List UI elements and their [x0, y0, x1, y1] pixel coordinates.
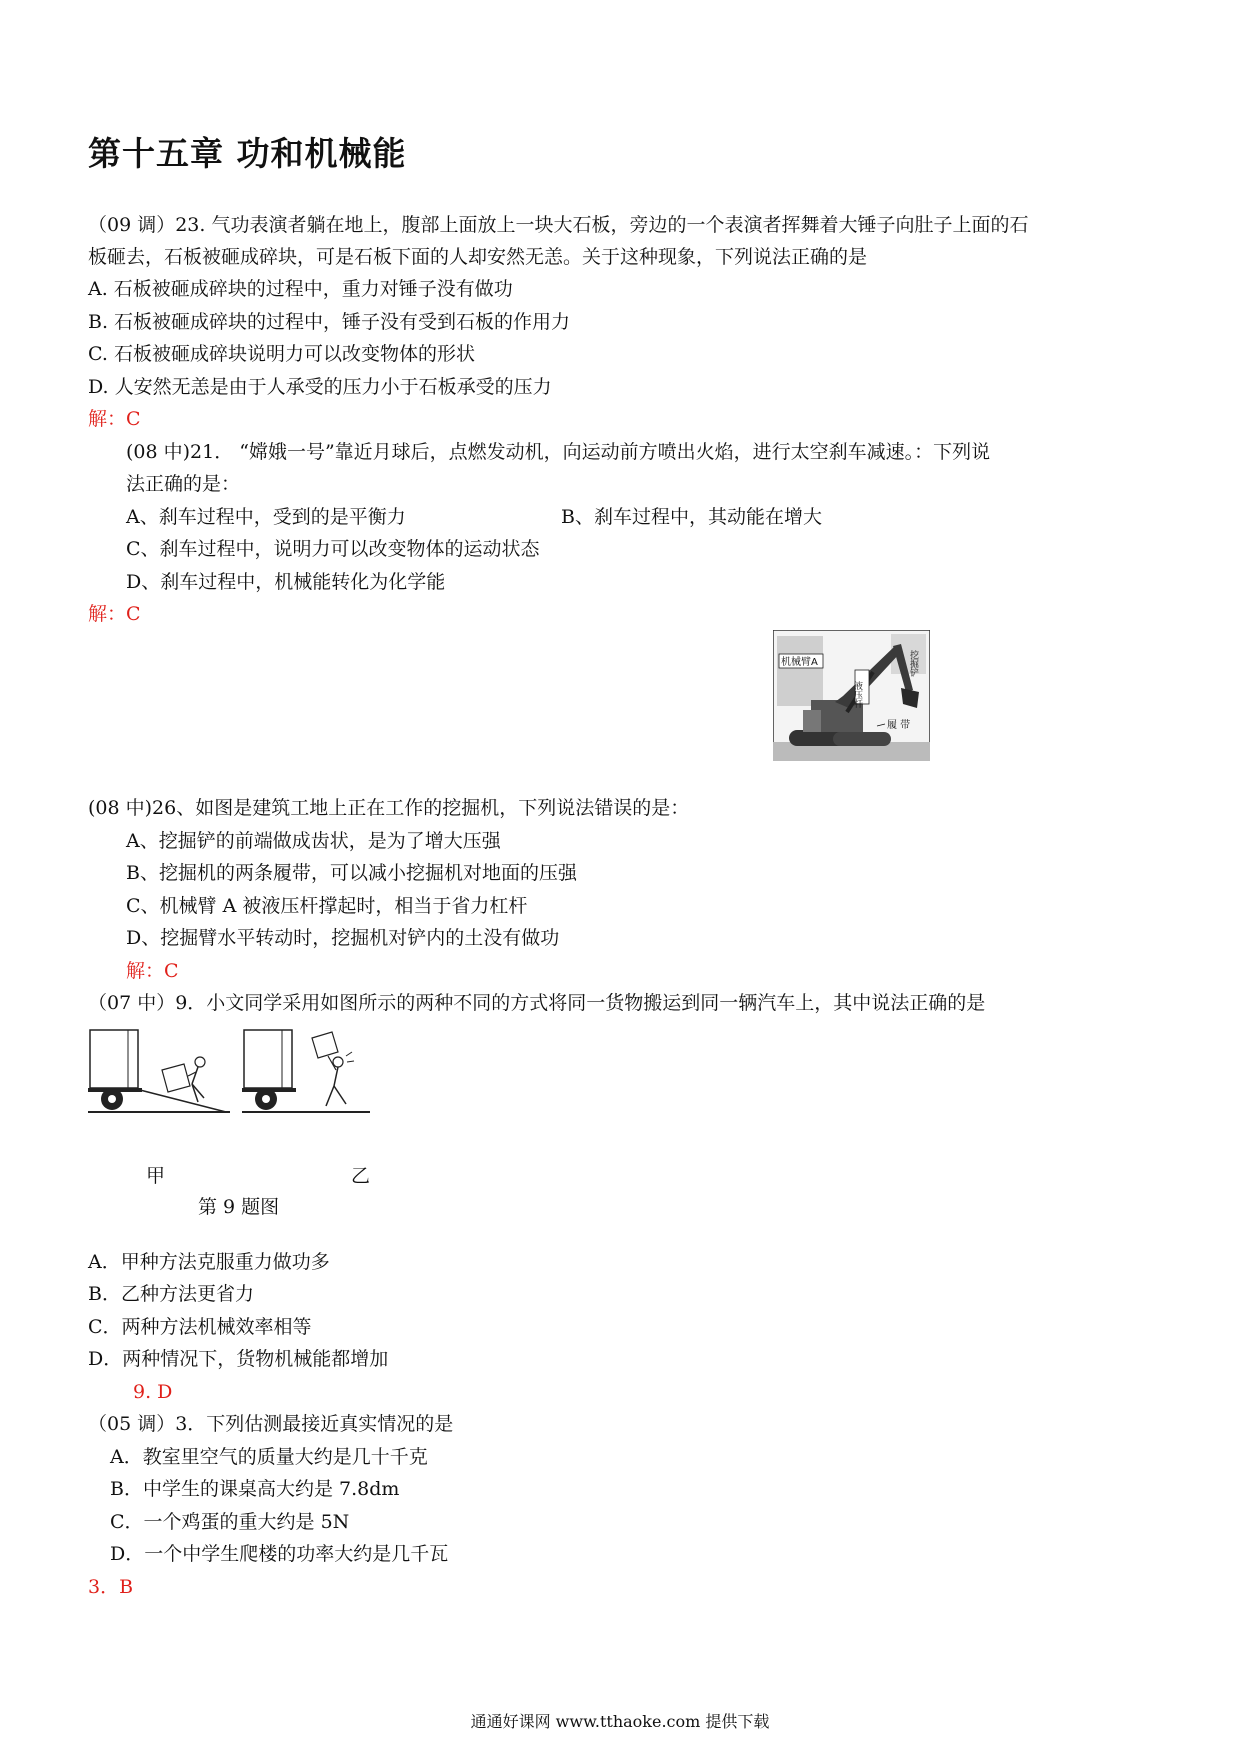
- excavator-figure: [773, 630, 930, 761]
- q1-stem-line2: 板砸去，石板被砸成碎块，可是石板下面的人却安然无恙。关于这种现象，下列说法正确的是: [88, 246, 868, 268]
- q1-option-c: C. 石板被砸成碎块说明力可以改变物体的形状: [88, 343, 475, 365]
- figure-label-yi: 乙: [351, 1165, 371, 1187]
- q5-answer: 3．B: [88, 1576, 134, 1598]
- q2-stem-line2: 法正确的是：: [126, 473, 241, 495]
- q4-option-d: D．两种情况下，货物机械能都增加: [88, 1348, 389, 1370]
- q2-answer: 解：C: [88, 603, 141, 625]
- q1-answer: 解：C: [88, 408, 141, 430]
- q5-option-d: D．一个中学生爬楼的功率大约是几千瓦: [110, 1543, 449, 1565]
- figure-yi: [242, 1028, 370, 1114]
- q3-option-c: C、机械臂 A 被液压杆撑起时，相当于省力杠杆: [126, 895, 528, 917]
- q4-option-b: B．乙种方法更省力: [88, 1283, 254, 1305]
- q5-option-c: C．一个鸡蛋的重大约是 5N: [110, 1511, 350, 1533]
- q3-option-d: D、挖掘臂水平转动时，挖掘机对铲内的土没有做功: [126, 927, 560, 949]
- page-footer: 通通好课网 www.tthaoke.com 提供下载: [470, 1712, 770, 1731]
- q1-option-b: B. 石板被砸成碎块的过程中，锤子没有受到石板的作用力: [88, 311, 571, 333]
- figure-label-jia: 甲: [146, 1165, 166, 1187]
- excavator-label-shovel: 挖掘铲: [908, 650, 918, 677]
- q5-stem: （05 调）3．下列估测最接近真实情况的是: [88, 1413, 454, 1435]
- q3-option-b: B、挖掘机的两条履带，可以减小挖掘机对地面的压强: [126, 862, 577, 884]
- q2-stem-line1: (08 中)21． “嫦娥一号”靠近月球后，点燃发动机，向运动前方喷出火焰，进行太空刹车减速。：下列说: [126, 441, 991, 463]
- figure-caption: 第 9 题图: [198, 1196, 280, 1218]
- q1-stem-line1: （09 调）23. 气功表演者躺在地上，腹部上面放上一块大石板，旁边的一个表演者挥舞着大锤子向肚子上面的石: [88, 214, 1029, 236]
- q2-option-b: B、刹车过程中，其动能在增大: [561, 506, 822, 528]
- q3-answer: 解：C: [126, 960, 179, 982]
- q4-stem: （07 中）9．小文同学采用如图所示的两种不同的方式将同一货物搬运到同一辆汽车上，其中说法正确的是: [88, 992, 986, 1014]
- q3-stem: (08 中)26、如图是建筑工地上正在工作的挖掘机，下列说法错误的是：: [88, 797, 690, 819]
- excavator-label-cylinder: 液压杆: [852, 681, 862, 708]
- q2-option-c: C、刹车过程中，说明力可以改变物体的运动状态: [126, 538, 540, 560]
- q2-option-a: A、刹车过程中，受到的是平衡力: [126, 506, 406, 528]
- q4-option-c: C．两种方法机械效率相等: [88, 1316, 312, 1338]
- q5-option-b: B．中学生的课桌高大约是 7.8dm: [110, 1478, 400, 1500]
- q2-option-d: D、刹车过程中，机械能转化为化学能: [126, 571, 446, 593]
- q1-option-a: A. 石板被砸成碎块的过程中，重力对锤子没有做功: [88, 278, 513, 300]
- q4-option-a: A．甲种方法克服重力做功多: [88, 1251, 330, 1273]
- page-title: 第十五章 功和机械能: [88, 134, 407, 173]
- q5-option-a: A．教室里空气的质量大约是几十千克: [110, 1446, 428, 1468]
- q3-option-a: A、挖掘铲的前端做成齿状，是为了增大压强: [126, 830, 501, 852]
- figure-jia: [88, 1028, 230, 1114]
- excavator-label-arm: 机械臂A: [781, 657, 818, 668]
- q4-answer: 9. D: [133, 1381, 173, 1403]
- excavator-label-track: 履 带: [887, 720, 911, 731]
- q1-option-d: D. 人安然无恙是由于人承受的压力小于石板承受的压力: [88, 376, 552, 398]
